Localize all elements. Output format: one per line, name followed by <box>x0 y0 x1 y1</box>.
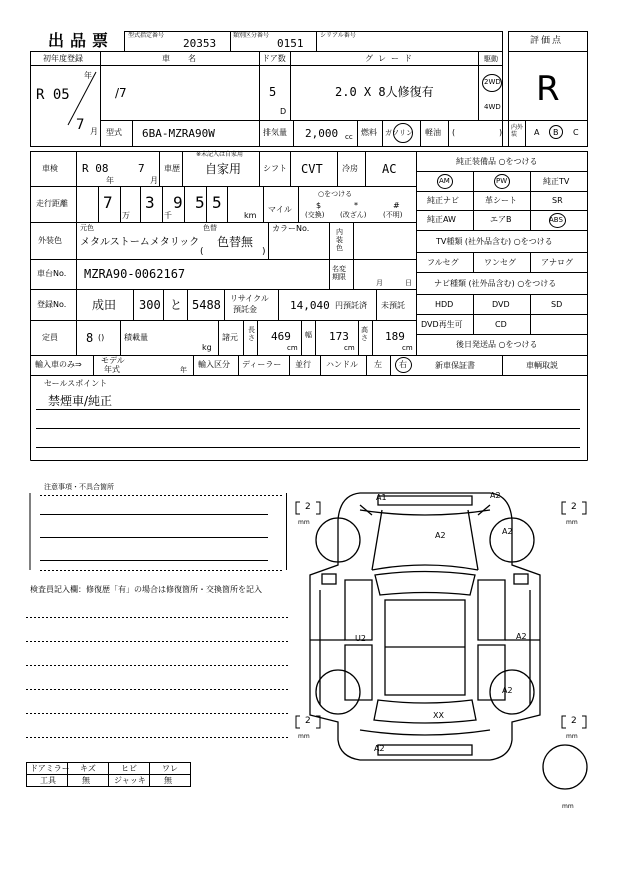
tire-rl-value: 2 <box>305 716 311 726</box>
acc-h-hibi: ヒビ <box>121 764 137 773</box>
import-label: 輸入車のみ⇒ <box>35 360 82 369</box>
ruibetsu-label: 類別区分番号 <box>233 32 270 39</box>
navi-dvd: DVD <box>492 300 510 309</box>
acc-tool-val: 無 <box>82 776 90 785</box>
equip-aw: 純正AW <box>427 215 456 224</box>
mileage-d3: 9 <box>173 193 183 212</box>
tire-spare-unit: mm <box>562 803 574 810</box>
width-label: 幅 <box>305 331 312 339</box>
model-unit: 年 <box>180 366 187 374</box>
height-unit: cm <box>402 344 413 352</box>
tv-oneseg: ワンセグ <box>484 258 516 267</box>
first-reg-era: R 05 <box>36 87 70 103</box>
teiin-value: 8 <box>86 331 94 345</box>
shamei-label: 車名 <box>162 54 214 63</box>
shaken-year-unit: 年 <box>106 176 114 185</box>
chassis-label: 車台No. <box>37 269 67 278</box>
first-reg-month: 7 <box>76 117 85 133</box>
touroku-area: 成田 <box>92 298 117 312</box>
mileage-d4: 5 <box>195 193 205 212</box>
mileage-d1: 7 <box>103 193 113 212</box>
acc-jack-val: 無 <box>164 776 172 785</box>
acc-jack: ジャッキ <box>114 776 146 785</box>
height-label: 高さ <box>361 326 368 342</box>
equip-am: AM <box>439 177 450 185</box>
color-no-label: カラーNo. <box>272 224 310 233</box>
cooler-value: AC <box>382 162 397 176</box>
mile-koukan: (交換) <box>305 211 325 219</box>
touroku-num: 5488 <box>192 298 221 312</box>
navi-cd: CD <box>495 320 507 329</box>
grade-a: A <box>534 128 540 137</box>
acc-h-kizu: キズ <box>80 764 96 773</box>
naigai-label: 内外装 <box>511 124 524 138</box>
model-label-2: 年式 <box>104 365 120 374</box>
later-warranty: 新車保証書 <box>435 361 475 370</box>
notes-label: 注意事項・不具合箇所 <box>44 483 114 491</box>
equip-tv: 純正TV <box>543 177 570 186</box>
length-label: 長さ <box>248 326 255 342</box>
tire-rr-value: 2 <box>571 716 577 726</box>
tv-title: TV種類 (社外品含む) ○をつける <box>436 237 553 246</box>
tv-fullseg: フルセグ <box>427 258 459 267</box>
mark-a2-front-right: A2 <box>490 491 501 500</box>
mile-kaizan: (改ざん) <box>340 211 367 219</box>
meigi-month: 月 <box>376 279 383 287</box>
fuel-paren-close: ) <box>499 128 503 137</box>
shaken-label: 車検 <box>42 164 58 173</box>
recycle-label-2: 預託金 <box>233 305 257 314</box>
grade-b: B <box>553 128 559 137</box>
tire-fl-unit: mm <box>298 519 310 526</box>
shaken-era: R 08 <box>82 162 109 175</box>
mile-circle-note: ○をつける <box>318 190 353 198</box>
width-value: 173 <box>329 330 349 343</box>
navi-title: ナビ種類 (社外品含む) ○をつける <box>434 279 557 288</box>
fuel-label: 燃料 <box>361 128 377 137</box>
shamei-value: /7 <box>115 86 127 100</box>
sekisai-label: 積載量 <box>124 333 148 342</box>
equip-airbag: エアB <box>490 215 512 224</box>
mile-fumei: (不明) <box>383 211 403 219</box>
navi-dvdplay: DVD再生可 <box>421 320 463 329</box>
drive-4wd: 4WD <box>484 103 501 111</box>
touroku-kana: と <box>170 298 183 312</box>
color-paren-open: ( <box>200 247 204 257</box>
teiin-unit: () <box>98 333 105 342</box>
car-diagram <box>310 493 587 789</box>
acc-h-ware: ワレ <box>162 764 178 773</box>
door-label: ドア数 <box>262 54 286 63</box>
color-label: 外装色 <box>38 236 62 245</box>
mile-label: マイル <box>268 205 292 214</box>
navi-sd: SD <box>551 300 563 309</box>
equip-leather: 革シート <box>485 196 517 205</box>
fuel-paren-open: ( <box>452 128 456 137</box>
import-kubun-label: 輸入区分 <box>198 360 230 369</box>
color-paren-close: ) <box>262 247 266 257</box>
sales-value: 禁煙車/純正 <box>48 394 113 408</box>
mileage-d2: 3 <box>145 193 155 212</box>
touroku-class: 300 <box>139 298 161 312</box>
mark-a2-front-fender: A2 <box>502 527 513 536</box>
tire-rl-unit: mm <box>298 733 310 740</box>
mile-dollar: $ <box>316 201 322 210</box>
handle-left: 左 <box>374 360 382 369</box>
haikiryo-unit: cc <box>345 133 353 141</box>
mile-star: * <box>354 201 358 210</box>
sales-label: セールスポイント <box>44 379 108 388</box>
recycle-value: 14,040 <box>290 299 330 312</box>
recycle-unit: 円預託済 <box>335 301 367 310</box>
equip-navi: 純正ナビ <box>427 196 459 205</box>
tire-fl-value: 2 <box>305 502 311 512</box>
naiso-label: 内装色 <box>336 228 343 252</box>
drive-2wd: 2WD <box>484 78 501 86</box>
shift-value: CVT <box>301 162 323 176</box>
fuel-gas: ガソリン <box>385 129 413 137</box>
tv-analog: アナログ <box>541 258 573 267</box>
shareki-label: 車歴 <box>164 164 180 173</box>
dealer-option: ディーラー <box>242 360 282 369</box>
color-moto-value: メタルストームメタリック <box>80 237 200 248</box>
grade-c: C <box>573 128 579 137</box>
heiko-option: 並行 <box>295 360 311 369</box>
hyoka-value: R <box>536 69 560 109</box>
shareki-note: ※未記入は自家用 <box>196 151 244 158</box>
equipment-title: 純正装備品 ○をつける <box>456 157 538 166</box>
equip-pw: PW <box>496 177 508 185</box>
mileage-man: 万 <box>122 211 130 220</box>
mile-hash: # <box>393 201 400 210</box>
door-value: 5 <box>269 85 277 99</box>
sekisai-unit: kg <box>202 343 212 352</box>
drive-label: 駆動 <box>484 55 498 63</box>
hyoka-label: 評価点 <box>530 36 564 46</box>
model-label-1: モデル <box>101 356 125 365</box>
month-unit: 月 <box>90 127 98 136</box>
width-unit: cm <box>344 344 355 352</box>
meigi-label: 名変期限 <box>332 265 346 281</box>
cooler-label: 冷房 <box>342 164 358 173</box>
haikiryo-value: 2,000 <box>305 127 339 140</box>
mark-a2-rear-bumper: A2 <box>374 744 385 753</box>
shaken-month-unit: 月 <box>150 176 158 185</box>
later-manual: 車輌取説 <box>526 361 558 370</box>
mileage-sen: 千 <box>164 211 172 220</box>
serial-label: シリアル番号 <box>320 32 356 39</box>
katashiki-value: 6BA-MZRA90W <box>142 127 215 140</box>
year-unit: 年 <box>84 71 92 80</box>
fuel-diesel: 軽油 <box>425 128 441 137</box>
equip-sr: SR <box>552 196 563 205</box>
shift-label: シフト <box>263 164 287 173</box>
equip-abs: ABS <box>549 216 563 224</box>
meigi-day: 日 <box>405 279 412 287</box>
mark-a2-right-door: A2 <box>516 632 527 641</box>
color-iro-value: 色替無 <box>217 235 254 249</box>
later-title: 後日発送品 ○をつける <box>456 340 538 349</box>
inspector-label: 検査員記入欄：修復歴「有」の場合は修復箇所・交換箇所を記入 <box>30 585 262 594</box>
length-unit: cm <box>287 344 298 352</box>
color-iro-label: 色替 <box>203 224 217 232</box>
mark-u2-left: U2 <box>355 634 366 643</box>
teiin-label: 定員 <box>42 333 58 342</box>
handle-right: 右 <box>399 360 407 369</box>
shaken-month: 7 <box>138 162 145 175</box>
tire-fr-value: 2 <box>571 502 577 512</box>
mileage-label: 走行距離 <box>36 199 68 208</box>
katashiki-shitei-label: 型式指定番号 <box>128 32 165 39</box>
door-sub: D <box>280 107 287 116</box>
handle-label: ハンドル <box>326 360 358 369</box>
grade-value: 2.0 X 8人修復有 <box>335 85 434 99</box>
mark-a2-rear-fender: A2 <box>502 686 513 695</box>
navi-hdd: HDD <box>435 300 454 309</box>
grade-label: グレード <box>365 54 417 63</box>
recycle-label-1: リサイクル <box>230 294 269 303</box>
acc-tool: 工具 <box>40 776 56 785</box>
shareki-value: 自家用 <box>205 162 242 176</box>
height-value: 189 <box>385 330 405 343</box>
touroku-label: 登録No. <box>37 300 67 309</box>
form-title: 出品票 <box>48 31 115 50</box>
mark-a2-hood: A2 <box>435 531 446 540</box>
recycle-not: 未預託 <box>381 301 405 310</box>
mileage-unit: km <box>244 211 257 220</box>
mark-xx-back: XX <box>433 711 444 720</box>
mark-a1-front: A1 <box>376 493 387 502</box>
tire-rr-unit: mm <box>566 733 578 740</box>
haikiryo-label: 排気量 <box>263 128 287 137</box>
length-value: 469 <box>271 330 291 343</box>
chassis-value: MZRA90-0062167 <box>84 267 186 281</box>
tire-fr-unit: mm <box>566 519 578 526</box>
shoken-label: 諸元 <box>222 333 238 342</box>
first-reg-label: 初年度登録 <box>43 54 83 63</box>
mileage-d5: 5 <box>212 193 222 212</box>
color-moto-label: 元色 <box>80 224 94 232</box>
ruibetsu-value: 0151 <box>277 37 304 50</box>
katashiki-shitei-value: 20353 <box>183 37 217 50</box>
katashiki-label: 型式 <box>106 128 122 137</box>
acc-h-mirror: ドアミラー <box>30 764 70 773</box>
